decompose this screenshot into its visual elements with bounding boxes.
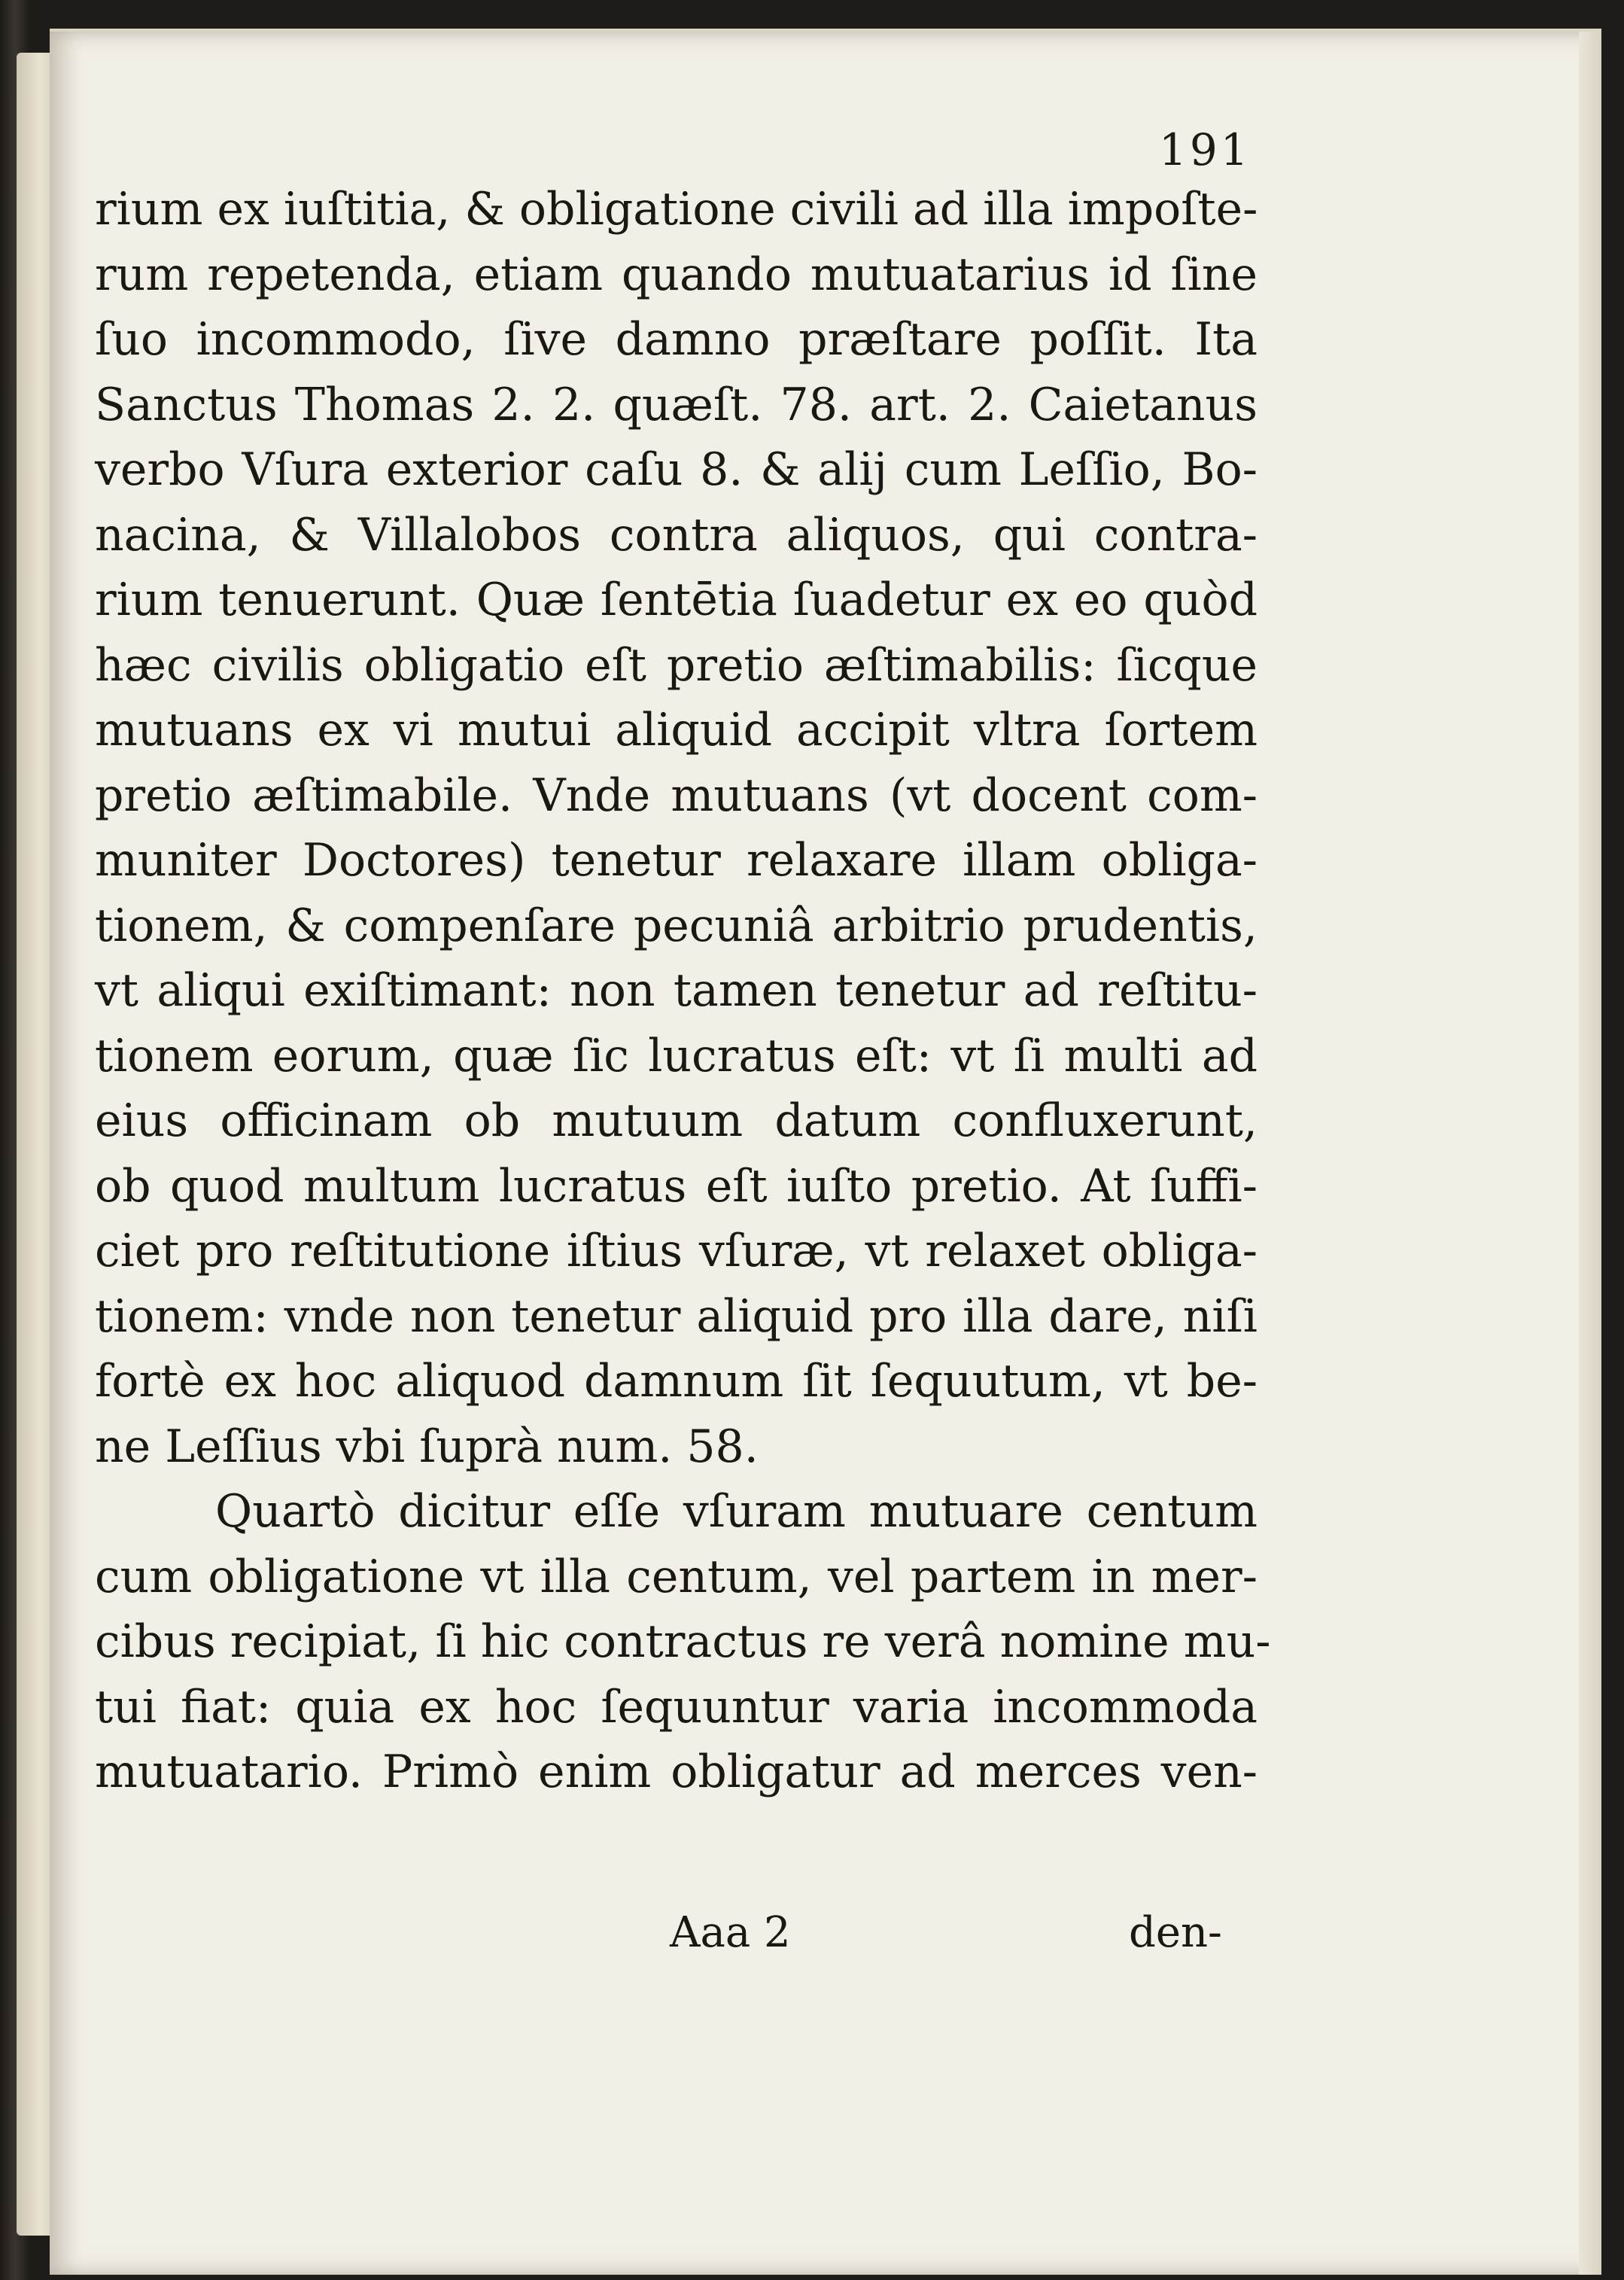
text-line: ciet pro reſtitutione iſtius vſuræ, vt relaxet obliga- (95, 1225, 1258, 1277)
text-line: muniter Doctores) tenetur relaxare illam obliga- (95, 834, 1258, 887)
text-line: tionem, & compenſare pecuniâ arbitrio prudentis, (95, 899, 1258, 952)
catchword: den- (1129, 1908, 1222, 1957)
text-line: rium ex iuſtitia, & obligatione civili ad illa impoſte- (95, 183, 1258, 236)
text-line: mutuatario. Primò enim obligatur ad merces ven- (95, 1746, 1258, 1798)
text-line: cum obligatione vt illa centum, vel partem in mer- (95, 1550, 1258, 1603)
text-line: ob quod multum lucratus eſt iuſto pretio. At ſuffi- (95, 1159, 1258, 1213)
text-line: rium tenuerunt. Quæ ſentētia ſuadetur ex eo quòd (95, 574, 1258, 626)
page-number: 191 (1159, 124, 1251, 175)
text-line: tionem: vnde non tenetur aliquid pro illa dare, niſi (95, 1289, 1258, 1343)
text-line: mutuans ex vi mutui aliquid accipit vltra ſortem (95, 704, 1258, 756)
text-line: pretio æſtimabile. Vnde mutuans (vt docent com- (95, 769, 1258, 822)
text-line: cibus recipiat, ſi hic contractus re verâ nomine mu- (95, 1615, 1271, 1668)
paragraph-start-line: Quartò dicitur eſſe vſuram mutuare centum (215, 1485, 1258, 1538)
text-line: eius officinam ob mutuum datum confluxerunt, (95, 1094, 1258, 1147)
text-line: tui fiat: quia ex hoc ſequuntur varia incommoda (95, 1680, 1258, 1734)
text-line: fortè ex hoc aliquod damnum ſit ſequutum, vt be- (95, 1355, 1258, 1408)
page-right-edge (1579, 32, 1601, 2275)
signature-mark: Aaa 2 (670, 1908, 791, 1957)
text-line: Sanctus Thomas 2. 2. quæſt. 78. art. 2. Caietanus (95, 378, 1258, 431)
text-line: rum repetenda, etiam quando mutuatarius id ſine (95, 248, 1258, 301)
text-line: ſuo incommodo, ſive damno præſtare poſſit. Ita (95, 313, 1258, 366)
text-line: hæc civilis obligatio eſt pretio æſtimabilis: ſicque (95, 638, 1258, 692)
text-line: verbo Vſura exterior caſu 8. & alij cum Leſſio, Bo- (95, 443, 1258, 496)
body-text (95, 177, 1271, 1805)
text-line: ne Leſſius vbi ſuprà num. 58. (95, 1420, 759, 1473)
text-line: vt aliqui exiſtimant: non tamen tenetur ad reſtitu- (95, 964, 1258, 1017)
text-line: nacina, & Villalobos contra aliquos, qui contra- (95, 508, 1258, 562)
text-line: tionem eorum, quæ ſic lucratus eſt: vt ſi multi ad (95, 1029, 1258, 1082)
